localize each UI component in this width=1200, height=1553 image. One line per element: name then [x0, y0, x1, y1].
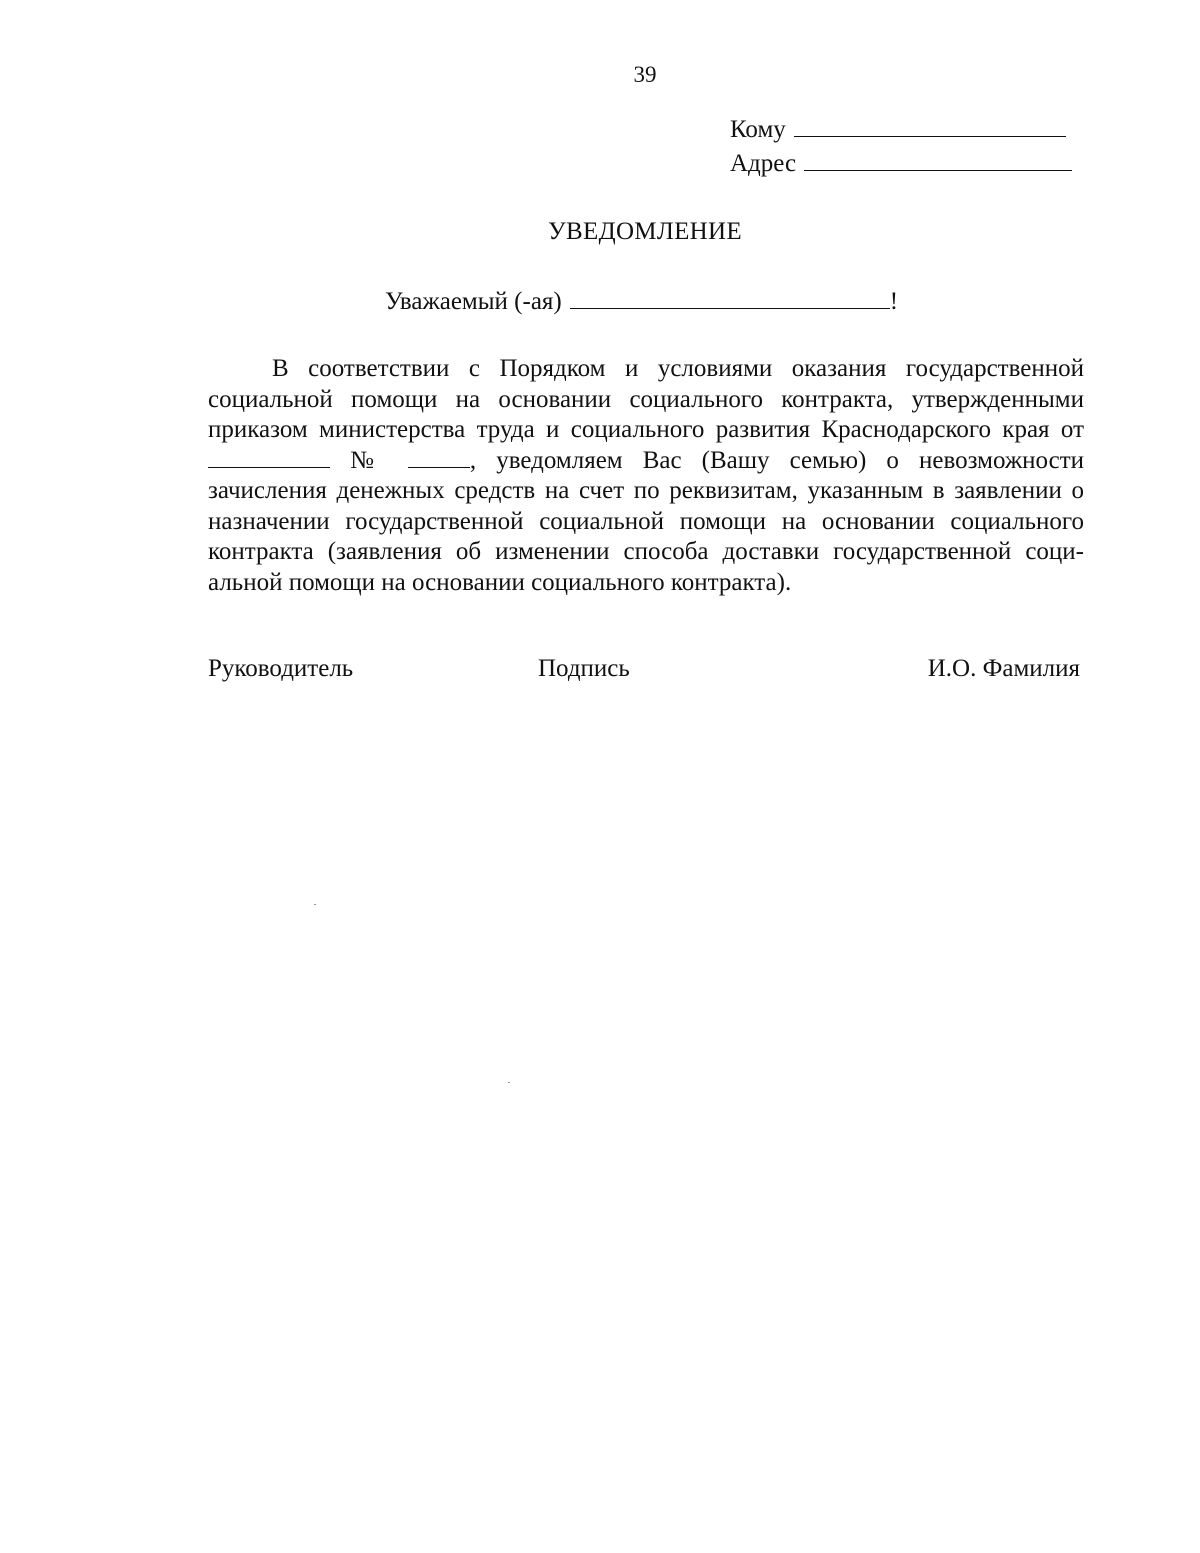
- greeting-line: [385, 286, 898, 316]
- addressee-address-row: [730, 147, 1072, 181]
- addressee-block: [730, 113, 1072, 181]
- signature-row: [208, 655, 1080, 687]
- scan-speck: [314, 904, 316, 905]
- body-part2: , уведомляем Вас (Вашу семью) о невозможности зачисления денежных средств на счет по реквизитам, указанным в заявлении о назначении государственной социальной помощи на основании социального контракта (заявления об изменении способа доставки государственной социальной помощи на основании социального контракта).: [208, 446, 1084, 596]
- greeting-exclamation: !: [889, 288, 899, 315]
- scan-speck: [508, 1082, 510, 1083]
- number-sign: №: [350, 446, 388, 474]
- greeting-name-blank: [570, 286, 890, 309]
- addressee-address-label: Адрес: [730, 150, 797, 177]
- document-title: УВЕДОМЛЕНИЕ: [548, 218, 742, 245]
- page-number: 39: [633, 62, 657, 87]
- addressee-to-blank: [794, 114, 1066, 137]
- addressee-to-row: [730, 113, 1072, 147]
- addressee-address-blank: [804, 148, 1072, 171]
- signature-role: Руководитель: [208, 655, 354, 682]
- order-date-blank: [208, 449, 330, 468]
- signature-name: И.О. Фамилия: [927, 655, 1080, 682]
- body-paragraph: [208, 354, 1084, 598]
- addressee-to-label: Кому: [730, 116, 786, 143]
- body-part1: В соответствии с Порядком и условиями оказания государственной социальной помощи на основании социального контракта, утвержденными приказом министерства труда и социального развития Краснодарского края от: [208, 355, 1084, 443]
- greeting-text: Уважаемый (-ая): [385, 288, 562, 315]
- signature-sign: Подпись: [538, 655, 630, 682]
- order-number-blank: [408, 449, 470, 468]
